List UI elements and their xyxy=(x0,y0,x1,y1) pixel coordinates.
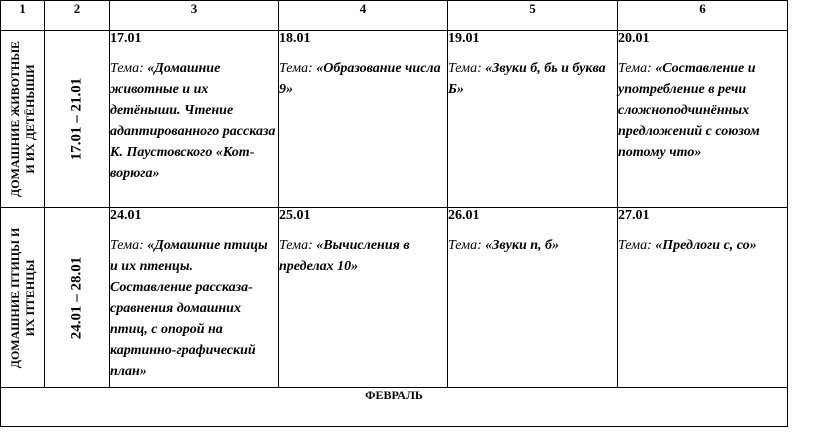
day-date: 24.01 xyxy=(110,208,142,223)
week-row-1 xyxy=(1,31,788,208)
day-date: 27.01 xyxy=(618,208,650,223)
month-row xyxy=(1,388,788,427)
day-topic: Тема: «Звуки п, б» xyxy=(448,238,559,253)
day-topic: Тема: «Звуки б, бь и буква Б» xyxy=(448,61,606,97)
day-cell xyxy=(448,208,618,388)
month-heading: ФЕВРАЛЬ xyxy=(1,388,788,427)
week-dates-cell xyxy=(45,208,110,388)
week-theme-cell xyxy=(1,31,45,208)
day-cell xyxy=(618,208,788,388)
day-cell xyxy=(448,31,618,208)
day-cell xyxy=(279,208,448,388)
week-row-2 xyxy=(1,208,788,388)
col-header-4: 4 xyxy=(279,1,448,31)
day-topic: Тема: «Вычисления в пределах 10» xyxy=(279,238,410,274)
week-theme-line-2: И ИХ ДЕТЁНЫШИ xyxy=(22,64,37,174)
day-date: 25.01 xyxy=(279,208,311,223)
day-date: 19.01 xyxy=(448,31,480,46)
week-dates: 17.01 – 21.01 xyxy=(68,77,85,161)
col-header-3: 3 xyxy=(110,1,279,31)
day-cell xyxy=(110,208,279,388)
day-date: 26.01 xyxy=(448,208,480,223)
week-theme-line-1: ДОМАШНИЕ ПТИЦЫ И xyxy=(7,227,22,368)
col-header-2: 2 xyxy=(45,1,110,31)
day-date: 18.01 xyxy=(279,31,311,46)
header-row xyxy=(1,1,788,31)
week-theme-line-2: ИХ ПТЕНЦЫ xyxy=(22,259,37,336)
day-date: 20.01 xyxy=(618,31,650,46)
week-dates-cell xyxy=(45,31,110,208)
col-header-5: 5 xyxy=(448,1,618,31)
day-cell xyxy=(279,31,448,208)
day-cell xyxy=(618,31,788,208)
week-theme-cell xyxy=(1,208,45,388)
day-topic: Тема: «Образование числа 9» xyxy=(279,61,441,97)
day-cell xyxy=(110,31,279,208)
col-header-1: 1 xyxy=(1,1,45,31)
day-topic: Тема: «Домашние птицы и их птенцы. Составление рассказа-сравнения домашних птиц, с опорой на картинно-графический план» xyxy=(110,238,268,379)
day-topic: Тема: «Составление и употребление в речи сложноподчинённых предложений с союзом потому что» xyxy=(618,61,760,160)
week-dates: 24.01 – 28.01 xyxy=(68,256,85,339)
week-theme-line-1: ДОМАШНИЕ ЖИВОТНЫЕ xyxy=(7,40,22,198)
day-topic: Тема: «Домашние животные и их детёныши. Чтение адаптированного рассказа К. Паустовского «Кот-ворюга» xyxy=(110,61,276,181)
day-date: 17.01 xyxy=(110,31,142,46)
day-topic: Тема: «Предлоги с, со» xyxy=(618,238,757,253)
col-header-6: 6 xyxy=(618,1,788,31)
